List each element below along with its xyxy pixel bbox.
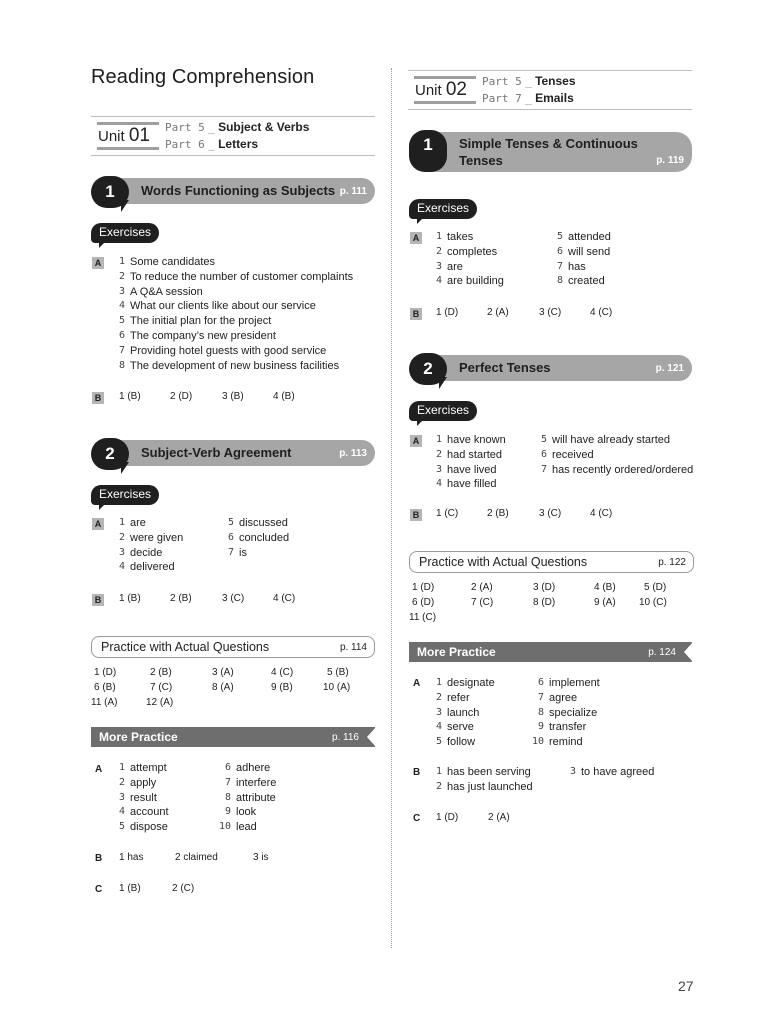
exercise-a-tag: A xyxy=(92,257,104,269)
list-item: 6 implement xyxy=(537,677,600,689)
list-item: 3 have lived xyxy=(435,463,497,476)
list-item: 1 Some candidates xyxy=(118,256,215,268)
answer: 3 (D) xyxy=(533,582,556,593)
more-a-col2 xyxy=(219,761,276,835)
more-b-col1 xyxy=(430,765,533,795)
more-a-col1 xyxy=(113,761,169,835)
list-item: 4 are building xyxy=(435,275,504,288)
answer: 1 (B) xyxy=(119,391,141,402)
practice-page: p. 122 xyxy=(658,557,686,568)
list-item: 9 look xyxy=(224,806,257,819)
exercises-label: Exercises xyxy=(91,223,159,243)
section-number-badge: 2 xyxy=(91,438,129,470)
answer: 1 (B) xyxy=(119,883,141,894)
exercise-a-tag: A xyxy=(410,232,422,244)
more-b-tag: B xyxy=(95,853,103,864)
section-header-subject-verb xyxy=(93,440,375,466)
answer: 2 (B) xyxy=(150,667,172,678)
list-item: 2 apply xyxy=(118,776,157,789)
answer: 10 (C) xyxy=(639,597,667,608)
unit-parts: Part 5 _ Subject & Verbs Part 6 _ Letters xyxy=(165,120,310,151)
list-item: 6 The company’s new president xyxy=(118,329,276,342)
page-title: Reading Comprehension xyxy=(91,66,315,88)
more-a-tag: A xyxy=(413,678,421,689)
section-page: p. 121 xyxy=(655,363,684,374)
exercises-label: Exercises xyxy=(91,485,159,505)
section-title: Simple Tenses & Continuous Tenses xyxy=(459,136,638,168)
exercise-b-tag: B xyxy=(92,594,104,606)
list-item: 3 decide xyxy=(118,546,163,559)
list-item: 1 attempt xyxy=(118,762,167,774)
answer: 3 (A) xyxy=(212,667,234,678)
list-item: 3 A Q&A session xyxy=(118,285,203,298)
list-item: 8 The development of new business facilities xyxy=(118,359,340,372)
unit-label: Unit 01 xyxy=(97,122,159,150)
answer: 1 (D) xyxy=(436,812,459,823)
answer: 4 (C) xyxy=(590,307,613,318)
exercise-a-col1 xyxy=(113,516,183,575)
list-item: 7 has recently ordered/ordered xyxy=(540,463,694,476)
list-item: 5 dispose xyxy=(118,821,168,834)
answer: 10 (A) xyxy=(323,682,351,693)
exercise-a-list xyxy=(113,255,353,373)
practice-page: p. 114 xyxy=(339,642,367,653)
more-practice-label: More Practice xyxy=(99,730,178,744)
exercise-a-tag: A xyxy=(410,435,422,447)
list-item: 5 follow xyxy=(435,736,476,749)
list-item: 7 Providing hotel guests with good service xyxy=(118,344,327,357)
section-header-simple-tenses xyxy=(411,132,692,172)
answer: 8 (D) xyxy=(533,597,556,608)
practice-answers-grid xyxy=(91,667,374,713)
list-item: 7 interfere xyxy=(224,776,277,789)
list-item: 6 received xyxy=(540,448,594,461)
answer: 2 (D) xyxy=(170,391,193,402)
answer: 5 (B) xyxy=(327,667,349,678)
list-item: 6 will send xyxy=(556,245,611,258)
more-a-col1 xyxy=(430,676,495,750)
practice-label: Practice with Actual Questions xyxy=(101,640,270,654)
answer: 11 (A) xyxy=(91,697,118,708)
exercise-b-answers xyxy=(119,391,339,405)
list-item: 3 are xyxy=(435,260,463,273)
answer: 3 (C) xyxy=(539,307,562,318)
answer: 2 (A) xyxy=(487,307,509,318)
unit-label: Unit 02 xyxy=(414,76,476,104)
exercise-b-tag: B xyxy=(410,308,422,320)
list-item: 1 are xyxy=(118,517,146,529)
practice-answers-grid xyxy=(409,582,692,628)
more-c-tag: C xyxy=(95,884,103,895)
list-item: 1 have known xyxy=(435,434,506,446)
answer: 4 (C) xyxy=(273,593,296,604)
page-number: 27 xyxy=(678,978,694,994)
answer: 6 (B) xyxy=(94,682,116,693)
section-page: p. 111 xyxy=(339,186,367,197)
list-item: 7 is xyxy=(227,546,247,559)
list-item: 10 remind xyxy=(532,736,583,749)
list-item: 3 result xyxy=(118,791,157,804)
list-item: 1 has been serving xyxy=(435,766,531,778)
exercise-a-col2 xyxy=(222,516,289,560)
list-item: 10 lead xyxy=(219,821,257,834)
answer: 1 (C) xyxy=(436,508,459,519)
exercises-label: Exercises xyxy=(409,401,477,421)
exercise-b-tag: B xyxy=(92,392,104,404)
answer: 8 (A) xyxy=(212,682,234,693)
more-practice-page: p. 124 xyxy=(648,647,676,658)
list-item: 7 agree xyxy=(537,691,578,704)
exercise-b-answers xyxy=(436,508,656,522)
answer: 7 (C) xyxy=(150,682,173,693)
exercise-a-col2 xyxy=(535,433,693,477)
answer: 1 (B) xyxy=(119,593,141,604)
answer: 2 (B) xyxy=(170,593,192,604)
list-item: 2 To reduce the number of customer complaints xyxy=(118,270,354,283)
exercise-a-col2 xyxy=(551,230,611,289)
answer: 9 (B) xyxy=(271,682,293,693)
list-item: 5 The initial plan for the project xyxy=(118,315,272,328)
list-item: 2 refer xyxy=(435,691,470,704)
list-item: 4 serve xyxy=(435,721,474,734)
list-item: 1 takes xyxy=(435,231,474,243)
list-item: 7 has xyxy=(556,260,586,273)
more-a-col2 xyxy=(532,676,600,750)
unit-parts: Part 5 _ Tenses Part 7 _ Emails xyxy=(482,74,576,105)
answer: 1 (D) xyxy=(94,667,117,678)
list-item: 1 designate xyxy=(435,677,495,689)
more-c-tag: C xyxy=(413,813,421,824)
answer: 12 (A) xyxy=(146,697,174,708)
unit-01-header xyxy=(91,116,375,156)
exercise-b-tag: B xyxy=(410,509,422,521)
list-item: 4 What our clients like about our service xyxy=(118,300,316,313)
list-item: 3 launch xyxy=(435,706,480,719)
exercise-a-col1 xyxy=(430,433,506,492)
practice-actual-questions-header xyxy=(91,636,375,658)
list-item: 8 attribute xyxy=(224,791,276,804)
more-practice-banner xyxy=(409,642,692,662)
more-c-answers xyxy=(119,883,319,897)
section-header-words-functioning xyxy=(93,178,375,204)
section-page: p. 113 xyxy=(339,448,367,459)
more-a-tag: A xyxy=(95,764,103,775)
list-item: 8 specialize xyxy=(537,706,598,719)
answer: 2 (A) xyxy=(488,812,510,823)
answer: 3 (C) xyxy=(222,593,245,604)
list-item: 2 has just launched xyxy=(435,780,533,793)
answer: 4 (B) xyxy=(273,391,295,402)
exercise-b-answers xyxy=(119,593,339,607)
practice-actual-questions-header xyxy=(409,551,694,573)
more-practice-label: More Practice xyxy=(417,645,496,659)
list-item: 5 will have already started xyxy=(540,434,671,446)
answer: 6 (D) xyxy=(412,597,435,608)
list-item: 4 account xyxy=(118,806,169,819)
more-practice-page: p. 116 xyxy=(331,732,359,743)
answer: 3 is xyxy=(253,852,269,863)
list-item: 6 concluded xyxy=(227,531,290,544)
list-item: 5 discussed xyxy=(227,517,288,529)
section-title: Perfect Tenses xyxy=(459,360,551,375)
list-item: 8 created xyxy=(556,275,605,288)
more-b-tag: B xyxy=(413,767,421,778)
list-item: 9 transfer xyxy=(537,721,587,734)
answer: 1 (D) xyxy=(412,582,435,593)
list-item: 3 to have agreed xyxy=(569,766,655,778)
section-title: Subject-Verb Agreement xyxy=(141,445,292,460)
answer: 4 (C) xyxy=(271,667,294,678)
answer: 5 (D) xyxy=(644,582,667,593)
practice-label: Practice with Actual Questions xyxy=(419,555,588,569)
section-number-badge: 1 xyxy=(91,176,129,208)
answer: 2 claimed xyxy=(175,852,218,863)
answer: 2 (C) xyxy=(172,883,195,894)
answer: 3 (B) xyxy=(222,391,244,402)
answer: 11 (C) xyxy=(409,612,437,623)
answer: 2 (B) xyxy=(487,508,509,519)
exercise-a-tag: A xyxy=(92,518,104,530)
section-number-badge: 1 xyxy=(409,130,447,172)
list-item: 6 adhere xyxy=(224,762,271,774)
section-title: Words Functioning as Subjects xyxy=(141,183,336,198)
section-number-badge: 2 xyxy=(409,353,447,385)
answer: 1 has xyxy=(119,852,144,863)
column-divider xyxy=(391,68,392,948)
answer: 7 (C) xyxy=(471,597,494,608)
list-item: 2 had started xyxy=(435,448,503,461)
more-b-answers xyxy=(119,852,319,866)
section-header-perfect-tenses xyxy=(411,355,692,381)
more-c-answers xyxy=(436,812,636,826)
exercise-a-col1 xyxy=(430,230,504,289)
exercise-b-answers xyxy=(436,307,656,321)
list-item: 4 delivered xyxy=(118,561,175,574)
answer: 4 (C) xyxy=(590,508,613,519)
list-item: 2 were given xyxy=(118,531,184,544)
list-item: 2 completes xyxy=(435,245,498,258)
answer: 3 (C) xyxy=(539,508,562,519)
more-practice-banner xyxy=(91,727,375,747)
list-item: 4 have filled xyxy=(435,478,497,491)
more-b-col2 xyxy=(564,765,654,780)
unit-02-header xyxy=(408,70,692,110)
list-item: 5 attended xyxy=(556,231,611,243)
answer: 1 (D) xyxy=(436,307,459,318)
answer: 9 (A) xyxy=(594,597,616,608)
answer: 2 (A) xyxy=(471,582,493,593)
exercises-label: Exercises xyxy=(409,199,477,219)
answer: 4 (B) xyxy=(594,582,616,593)
section-page: p. 119 xyxy=(656,155,684,166)
